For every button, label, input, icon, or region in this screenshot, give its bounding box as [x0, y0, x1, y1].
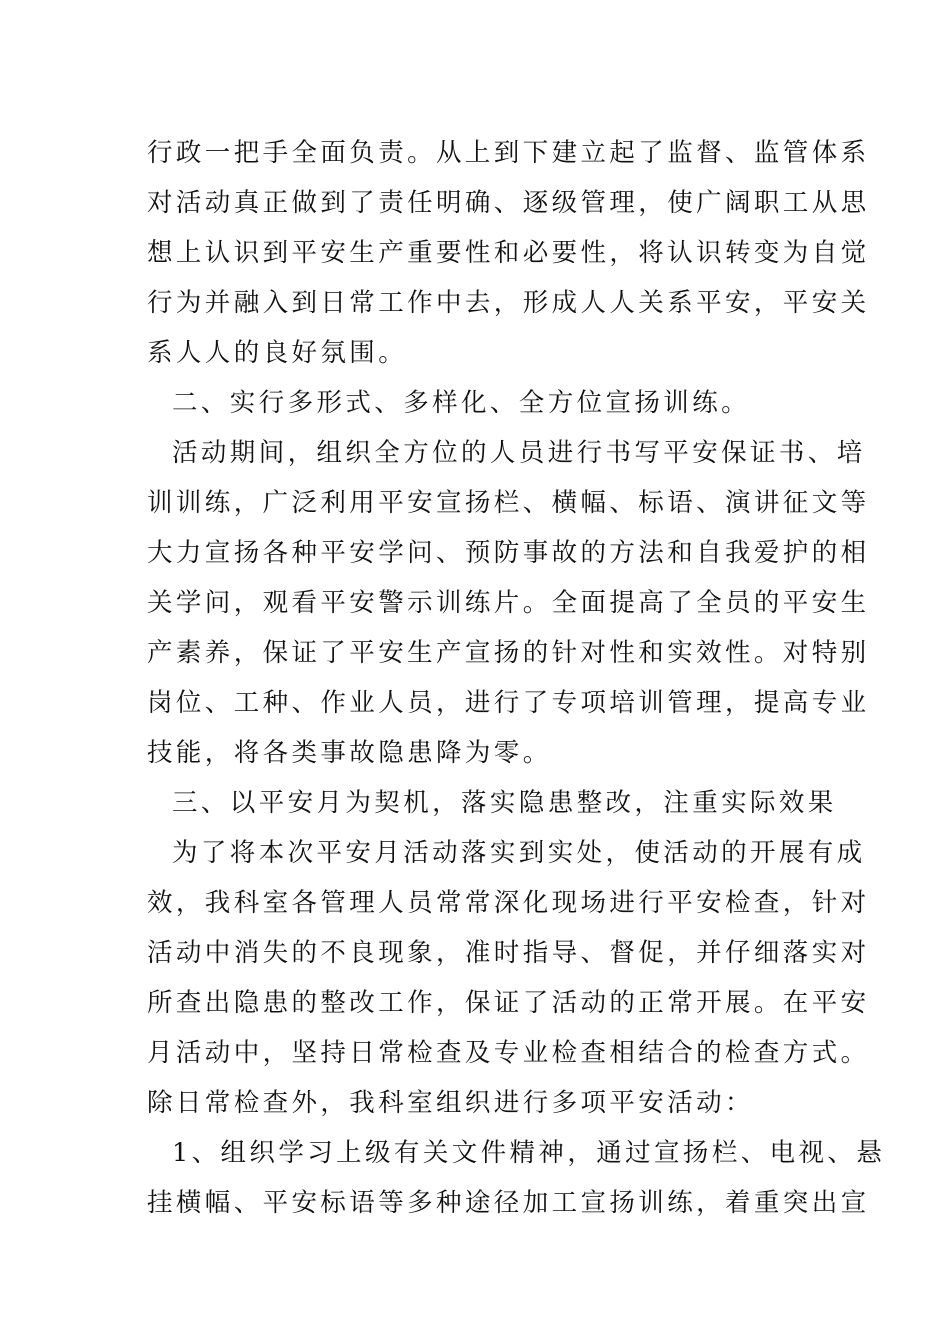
text-line: 月活动中，坚持日常检查及专业检查相结合的检查方式。: [147, 1038, 870, 1068]
body-text: [147, 128, 886, 1228]
text-line: 岗位、工种、作业人员，进行了专项培训管理，提高专业: [147, 688, 870, 718]
text-line: 大力宣扬各种平安学问、预防事故的方法和自我爱护的相: [147, 538, 870, 568]
text-line: 产素养，保证了平安生产宣扬的针对性和实效性。对特别: [147, 638, 870, 668]
text-line: 活动期间，组织全方位的人员进行书写平安保证书、培: [172, 438, 866, 468]
text-line: 想上认识到平安生产重要性和必要性，将认识转变为自觉: [147, 238, 870, 268]
text-line: 所查出隐患的整改工作，保证了活动的正常开展。在平安: [147, 988, 870, 1018]
text-line: 技能，将各类事故隐患降为零。: [147, 738, 552, 768]
text-line: 行政一把手全面负责。从上到下建立起了监督、监管体系: [147, 138, 870, 168]
section-heading: 二、实行多形式、多样化、全方位宣扬训练。: [172, 388, 751, 418]
text-line: 为了将本次平安月活动落实到实处，使活动的开展有成: [172, 838, 866, 868]
text-line: 关学问，观看平安警示训练片。全面提高了全员的平安生: [147, 588, 870, 618]
section-heading: 三、以平安月为契机，落实隐患整改，注重实际效果: [172, 788, 837, 818]
text-line: 挂横幅、平安标语等多种途径加工宣扬训练，着重突出宣: [147, 1188, 870, 1218]
text-line: 效，我科室各管理人员常常深化现场进行平安检查，针对: [147, 888, 870, 918]
text-line: 系人人的良好氛围。: [147, 338, 408, 368]
text-line: 行为并融入到日常工作中去，形成人人关系平安，平安关: [147, 288, 870, 318]
text-line: 活动中消失的不良现象，准时指导、督促，并仔细落实对: [147, 938, 870, 968]
list-item: 1、组织学习上级有关文件精神，通过宣扬栏、电视、悬: [172, 1138, 886, 1168]
text-line: 训训练，广泛利用平安宣扬栏、横幅、标语、演讲征文等: [147, 488, 870, 518]
text-line: 对活动真正做到了责任明确、逐级管理，使广阔职工从思: [147, 188, 870, 218]
text-line: 除日常检查外，我科室组织进行多项平安活动：: [147, 1088, 754, 1118]
